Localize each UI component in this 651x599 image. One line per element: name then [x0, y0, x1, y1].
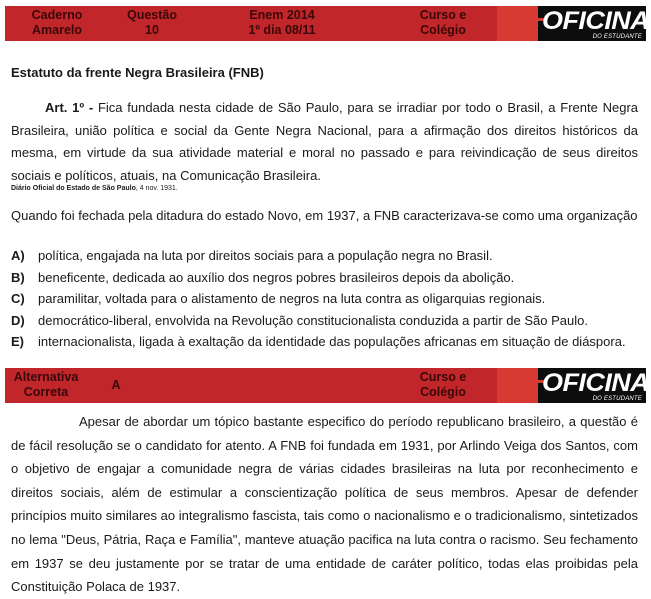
logo-text: OFICINA — [542, 7, 650, 35]
bar-accent — [497, 368, 538, 403]
question-header-bar — [5, 6, 650, 41]
oficina-logo — [538, 368, 650, 403]
option-text: internacionalista, ligada à exaltação da identidade das populações africanas em situação de diáspora. — [38, 334, 626, 349]
school-info — [413, 370, 473, 400]
source-name: Diário Oficial do Estado de São Paulo — [11, 185, 136, 192]
option-letter: C) — [11, 291, 25, 306]
caderno-value: Amarelo — [31, 23, 83, 37]
explanation-body: Apesar de abordar um tópico bastante especifico do período republicano brasileiro, a questão é de fácil resolução se o candidato for atento. A FNB foi fundada em 1931, por Arlindo Veiga dos Santos, com o objetivo de engajar a comunidade negra de várias cidades brasileiras na luta por reconhecimento e direitos sociais, além de estimular a conscientização política de seus membros. Apesar de defender princípios muito similares ao integralismo fascista, tais como o nacionalismo e o tradicionalismo, sintetizados no lema "Deus, Pátria, Raça e Família", manteve atuação pacifica na luta contra o racismo. Seu fechamento em 1937 se deu justamente por se tratar de uma entidade de caráter político, todas elas proibidas pela Constituição Polaca de 1937. — [11, 414, 638, 595]
bar-accent — [497, 6, 538, 41]
correct-label-line2: Correta — [23, 385, 69, 399]
option-c[interactable] — [11, 291, 626, 313]
source-citation — [11, 185, 178, 192]
answer-options — [11, 248, 626, 356]
question-title: Estatuto da frente Negra Brasileira (FNB) — [11, 65, 264, 80]
option-d[interactable] — [11, 313, 626, 335]
school-line2: Colégio — [420, 385, 466, 399]
source-date: , 4 nov. 1931. — [135, 185, 178, 192]
correct-answer-value: A — [111, 378, 121, 392]
school-line2: Colégio — [420, 23, 466, 37]
article-body: Fica fundada nesta cidade de São Paulo, para se irradiar por todo o Brasil, a Frente Negra Brasileira, união política e social da Gente Negra Nacional, para a afirmação dos direitos históricos da mesma, em virtude da sua atividade material e moral no passado e para reivindicação de seus direitos sociais e políticos, atuais, na Comunicação Brasileira. — [11, 100, 639, 183]
option-b[interactable] — [11, 270, 626, 292]
school-info — [413, 8, 473, 38]
option-text: beneficente, dedicada ao auxílio dos negros pobres brasileiros depois da abolição. — [38, 269, 515, 285]
option-text: democrático-liberal, envolvida na Revolução constitucionalista conduzida a partir de São Paulo. — [38, 312, 588, 328]
exam-label: Enem 2014 — [249, 8, 315, 22]
exam-info — [237, 8, 327, 38]
oficina-logo — [538, 6, 650, 41]
option-letter: D) — [11, 312, 25, 328]
correct-label-line1: Alternativa — [13, 370, 79, 384]
logo-subtext: DO ESTUDANTE — [592, 396, 642, 402]
explanation-text — [11, 410, 638, 599]
answer-header-bar — [5, 368, 650, 403]
option-letter: B) — [11, 269, 25, 285]
questao-label: Questão — [126, 8, 177, 22]
question-prompt: Quando foi fechada pela ditadura do estado Novo, em 1937, a FNB caracterizava-se como uma organização — [11, 208, 638, 223]
option-a[interactable] — [11, 248, 626, 270]
option-text: paramilitar, voltada para o alistamento de negros na luta contra as oligarquias regionais. — [38, 291, 546, 306]
questao-info — [117, 8, 187, 38]
questao-value: 10 — [145, 23, 159, 37]
option-letter: A) — [11, 248, 25, 263]
article-prefix: Art. 1º - — [45, 100, 94, 115]
logo-text: OFICINA — [542, 369, 650, 397]
article-text — [11, 97, 638, 187]
caderno-label: Caderno — [31, 8, 83, 22]
option-text: política, engajada na luta por direitos sociais para a população negra no Brasil. — [38, 248, 493, 263]
exam-day: 1º dia 08/11 — [248, 23, 316, 37]
school-line1: Curso e — [419, 370, 467, 384]
logo-subtext: DO ESTUDANTE — [592, 34, 642, 40]
school-line1: Curso e — [419, 8, 467, 22]
option-letter: E) — [11, 334, 24, 349]
correct-label — [11, 370, 81, 400]
caderno-info — [17, 8, 97, 38]
option-e[interactable] — [11, 334, 626, 356]
